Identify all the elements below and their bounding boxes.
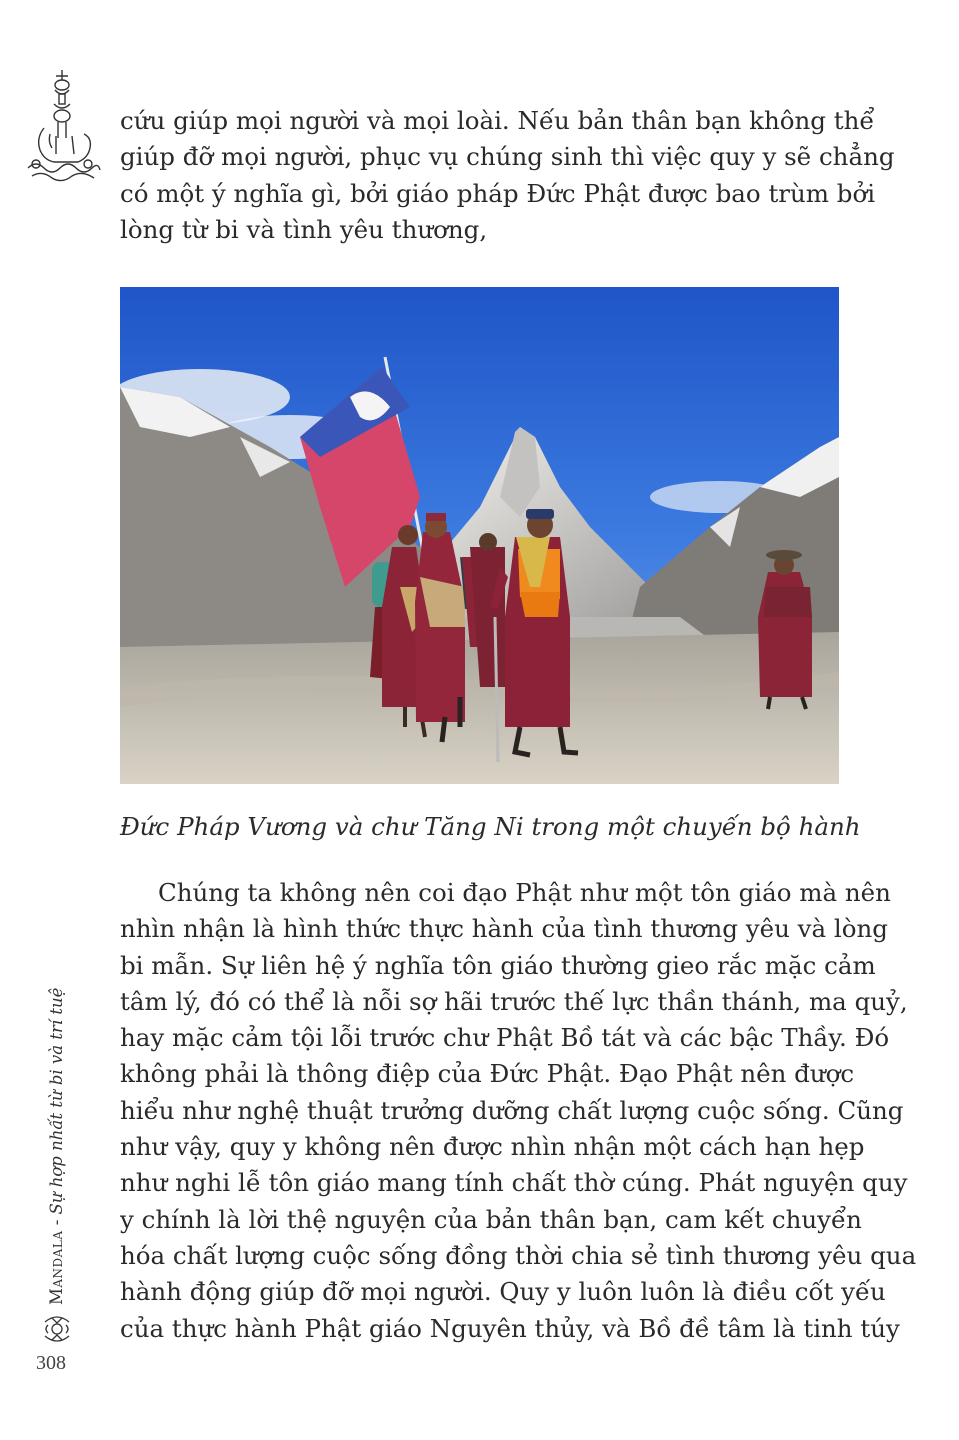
text-line: lòng từ bi và tình yêu thương, <box>120 214 488 244</box>
text-line: y chính là lời thệ nguyện của bản thân bạn, cam kết chuyển <box>120 1204 862 1234</box>
text-line: hóa chất lượng cuộc sống đồng thời chia sẻ tình thương yêu qua <box>120 1240 917 1270</box>
text-line: không phải là thông điệp của Đức Phật. Đạo Phật nên được <box>120 1059 855 1089</box>
knot-ornament-icon <box>42 1312 72 1346</box>
text-line: bi mẫn. Sự liên hệ ý nghĩa tôn giáo thường gieo rắc mặc cảm <box>120 950 876 980</box>
text-line: tâm lý, đó có thể là nỗi sợ hãi trước thế lực thần thánh, ma quỷ, <box>120 986 908 1016</box>
page-number: 308 <box>36 1352 66 1374</box>
text-line: cứu giúp mọi người và mọi loài. Nếu bản thân bạn không thể <box>120 106 875 135</box>
text-line: nhìn nhận là hình thức thực hành của tình thương yêu và lòng <box>120 914 888 944</box>
photo-caption: Đức Pháp Vương và chư Tăng Ni trong một chuyến bộ hành <box>120 812 861 841</box>
book-subtitle: Sự hợp nhất từ bi và trí tuệ <box>47 987 66 1215</box>
text-line: Chúng ta không nên coi đạo Phật như một tôn giáo mà nên <box>158 878 891 907</box>
text-line: hay mặc cảm tội lỗi trước chư Phật Bồ tát và các bậc Thầy. Đó <box>120 1023 890 1053</box>
book-title: Mandala <box>47 1230 66 1305</box>
title-separator: - <box>47 1214 66 1231</box>
running-head-vertical <box>47 988 66 1305</box>
text-line: hiểu như nghệ thuật trưởng dưỡng chất lượng cuộc sống. Cũng <box>120 1095 904 1125</box>
text-line: như vậy, quy y không nên được nhìn nhận một cách hạn hẹp <box>120 1132 865 1162</box>
monks-trek-photo <box>120 287 839 784</box>
text-line: như nghi lễ tôn giáo mang tính chất thờ cúng. Phát nguyện quy <box>120 1168 908 1198</box>
paragraph-main <box>120 875 917 1347</box>
text-line: có một ý nghĩa gì, bởi giáo pháp Đức Phật được bao trùm bởi <box>120 178 876 208</box>
text-line: hành động giúp đỡ mọi người. Quy y luôn luôn là điều cốt yếu <box>120 1277 886 1307</box>
vajra-hand-ornament-icon <box>22 68 102 186</box>
text-line: của thực hành Phật giáo Nguyên thủy, và Bồ đề tâm là tinh túy <box>120 1313 900 1343</box>
paragraph-top <box>120 103 895 248</box>
text-line: giúp đỡ mọi người, phục vụ chúng sinh thì việc quy y sẽ chẳng <box>120 142 895 172</box>
